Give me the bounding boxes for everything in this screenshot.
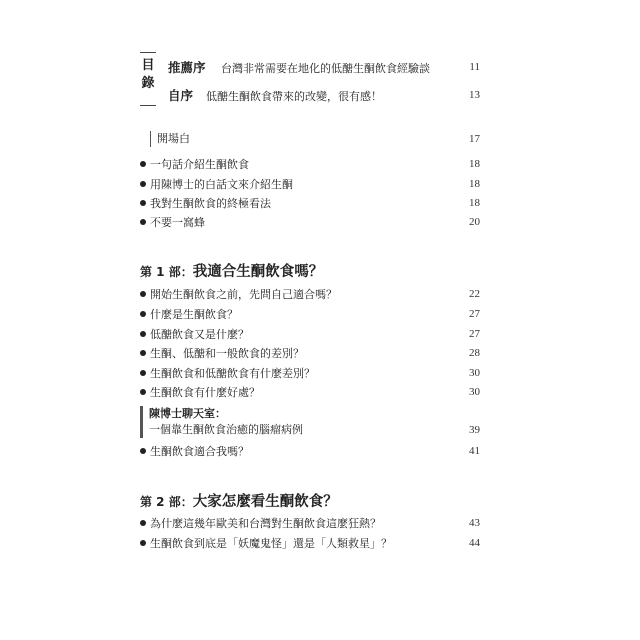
preface-label-author[interactable]: 自序	[168, 88, 194, 103]
toc-entry-text: 我對生酮飲食的終極看法	[150, 197, 271, 210]
chat-room-entry[interactable]	[140, 406, 303, 438]
divider	[140, 52, 156, 53]
page-number: 27	[469, 328, 480, 340]
toc-entry[interactable]	[140, 366, 480, 384]
toc-entry[interactable]	[140, 215, 480, 233]
toc-entry-text: 生酮飲食適合我嗎？	[150, 445, 249, 458]
page-number: 27	[469, 308, 480, 320]
bullet-icon	[140, 520, 146, 526]
bullet-icon	[140, 540, 146, 546]
page-number: 39	[469, 424, 480, 436]
part1-prefix: 第 1 部：	[140, 265, 193, 279]
toc-entry[interactable]	[140, 307, 480, 325]
toc-entry[interactable]	[140, 516, 480, 534]
toc-entry-text: 開始生酮飲食之前，先問自己適合嗎？	[150, 288, 337, 301]
page-number: 28	[469, 347, 480, 359]
bullet-icon	[140, 219, 146, 225]
page-number: 18	[469, 178, 480, 190]
part2-prefix: 第 2 部：	[140, 495, 193, 509]
page-number: 22	[469, 288, 480, 300]
page-number: 18	[469, 158, 480, 170]
toc-entry-text: 為什麼這幾年歐美和台灣對生酮飲食這麼狂熱？	[150, 517, 381, 530]
bullet-icon	[140, 331, 146, 337]
toc-entry-text: 生酮、低醣和一般飲食的差別？	[150, 347, 304, 360]
page-number: 41	[469, 445, 480, 457]
toc-entry-text: 不要一窩蜂	[150, 216, 205, 229]
toc-entry[interactable]	[140, 287, 480, 305]
bullet-icon	[140, 181, 146, 187]
toc-entry[interactable]	[140, 385, 480, 403]
bullet-icon	[140, 311, 146, 317]
part2-title: 大家怎麼看生酮飲食？	[192, 494, 338, 510]
preface-subtitle-recommend[interactable]: 台灣非常需要在地化的低醣生酮飲食經驗談	[221, 62, 430, 75]
bullet-icon	[140, 389, 146, 395]
toc-entry-text: 一句話介紹生酮飲食	[150, 158, 249, 171]
bullet-icon	[140, 291, 146, 297]
preface-subtitle-author[interactable]: 低醣生酮飲食帶來的改變，很有感！	[206, 90, 382, 103]
page-number: 30	[469, 386, 480, 398]
toc-entry[interactable]	[140, 177, 480, 195]
toc-entry[interactable]	[140, 196, 480, 214]
chat-room-title: 陳博士聊天室：	[149, 407, 226, 420]
toc-entry-text: 低醣飲食又是什麼？	[150, 328, 249, 341]
page-number: 44	[469, 537, 480, 549]
page-number: 43	[469, 517, 480, 529]
part1-heading[interactable]	[140, 260, 323, 281]
toc-entry-text: 生酮飲食有什麼好處？	[150, 386, 260, 399]
page-number: 13	[469, 89, 480, 101]
page-number: 11	[469, 61, 480, 73]
toc-entry[interactable]	[140, 346, 480, 364]
page-number: 18	[469, 197, 480, 209]
toc-entry-text: 什麼是生酮飲食？	[150, 308, 238, 321]
toc-entry[interactable]	[140, 157, 480, 175]
divider	[140, 105, 156, 106]
page-number: 20	[469, 216, 480, 228]
toc-entry-text: 生酮飲食到底是「妖魔鬼怪」還是「人類救星」？	[150, 537, 392, 550]
bullet-icon	[140, 200, 146, 206]
toc-entry[interactable]	[140, 444, 480, 462]
toc-entry-text: 生酮飲食和低醣飲食有什麼差別？	[150, 367, 315, 380]
toc-label-char: 錄	[141, 76, 155, 91]
bullet-icon	[140, 161, 146, 167]
bullet-icon	[140, 350, 146, 356]
toc-label-char: 目	[141, 58, 155, 73]
part1-title: 我適合生酮飲食嗎？	[192, 264, 324, 280]
opening-title[interactable]: 開場白	[150, 131, 190, 147]
page-number: 30	[469, 367, 480, 379]
toc-entry[interactable]	[140, 536, 480, 554]
chat-room-subtitle: 一個靠生酮飲食治癒的腦瘤病例	[149, 423, 303, 436]
bullet-icon	[140, 370, 146, 376]
toc-entry-text: 用陳博士的白話文來介紹生酮	[150, 178, 293, 191]
page-number: 17	[469, 133, 480, 145]
toc-entry[interactable]	[140, 327, 480, 345]
bullet-icon	[140, 448, 146, 454]
part2-heading[interactable]	[140, 490, 338, 511]
preface-label-recommend[interactable]: 推薦序	[168, 60, 206, 75]
toc-vertical-label	[140, 52, 156, 106]
